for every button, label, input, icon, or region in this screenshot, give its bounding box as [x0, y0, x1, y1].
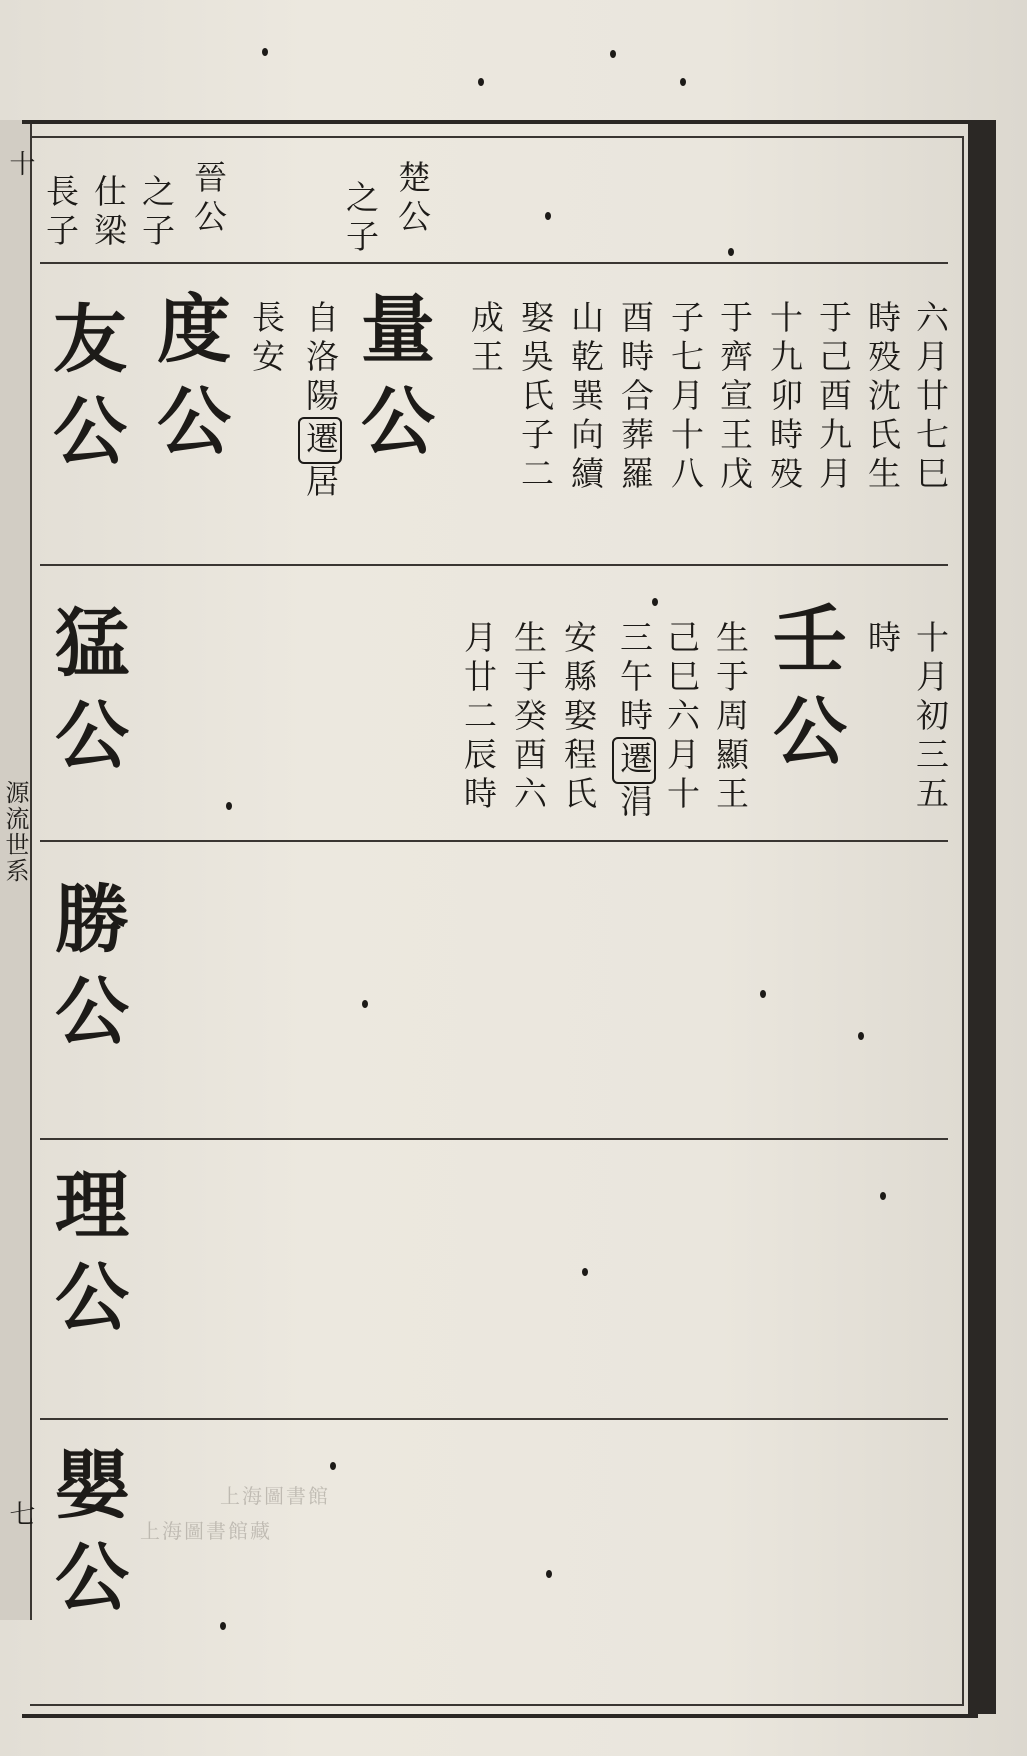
ink-speck — [680, 78, 686, 86]
ren-bio-col-2 — [612, 620, 656, 823]
chu-line-2: 之子 — [341, 180, 380, 258]
liang-note-place: 長安 — [247, 300, 286, 378]
ren-bio-col-3: 安縣娶程氏 — [559, 620, 598, 815]
ink-speck — [760, 990, 766, 998]
ren-bio-pre: 三午時 — [615, 620, 654, 737]
rule-row2 — [40, 840, 948, 842]
ren-bio-stamp: 遷 — [612, 737, 656, 784]
name-liang: 量公 — [349, 290, 435, 474]
name-you: 友公 — [41, 300, 127, 484]
row1-date-col-4: 于齊宣王戊 — [715, 300, 754, 495]
name-du: 度公 — [145, 290, 231, 474]
library-watermark-1: 上海圖書館 — [220, 1484, 330, 1508]
liang-note-stamp: 遷 — [298, 417, 342, 464]
ink-speck — [226, 802, 232, 810]
rule-row3 — [40, 1138, 948, 1140]
ink-speck — [610, 50, 616, 58]
row1-date-col-2: 于己酉九月 — [814, 300, 853, 495]
row1-date-col-3: 十九卯時殁 — [765, 300, 804, 495]
spine-top-char: 十 — [5, 150, 35, 182]
name-meng: 猛公 — [43, 604, 129, 788]
row1-date-col-7: 山乾巽向續 — [566, 300, 605, 495]
jin-line-1: 晉公 — [189, 160, 228, 238]
ink-speck — [582, 1268, 588, 1276]
row1-date-col-6: 酉時合葬羅 — [616, 300, 655, 495]
spine-lineage-chars — [0, 780, 30, 884]
ink-speck — [858, 1032, 864, 1040]
ink-speck — [728, 248, 734, 256]
liang-note-c: 居 — [301, 464, 340, 503]
name-sheng: 勝公 — [43, 880, 129, 1064]
name-li: 理公 — [43, 1166, 129, 1350]
ink-speck — [478, 78, 484, 86]
rule-row1 — [40, 564, 948, 566]
spine-char-0: 源 — [1, 780, 29, 806]
jin-line-3: 仕梁 — [89, 174, 128, 252]
row1-date-col-0: 六月廿七巳 — [911, 300, 950, 495]
liang-note-a: 自洛陽 — [301, 300, 340, 417]
ink-speck — [262, 48, 268, 56]
spine-char-3: 系 — [1, 858, 29, 884]
ren-bio-col-5: 月廿二辰時 — [459, 620, 498, 815]
ink-speck — [362, 1000, 368, 1008]
ink-speck — [880, 1192, 886, 1200]
frame-right-border — [968, 120, 996, 1714]
ink-speck — [545, 212, 551, 220]
chu-line-1: 楚公 — [393, 160, 432, 238]
spine-char-1: 流 — [1, 806, 29, 832]
jin-line-4: 長子 — [41, 174, 80, 252]
row1-date-col-8: 娶吳氏子二 — [516, 300, 555, 495]
ren-bio-post: 涓 — [615, 784, 654, 823]
rule-row4 — [40, 1418, 948, 1420]
ren-bio-col-1: 己巳六月十 — [662, 620, 701, 815]
library-watermark-2: 上海圖書館藏 — [140, 1519, 272, 1543]
row2-date-col-1: 時 — [863, 620, 902, 659]
ink-speck — [652, 598, 658, 606]
jin-line-2: 之子 — [137, 174, 176, 252]
ink-speck — [220, 1622, 226, 1630]
rule-header — [40, 262, 948, 264]
ink-speck — [546, 1570, 552, 1578]
row1-date-col-9: 成王 — [466, 300, 505, 378]
liang-note-migration — [298, 300, 342, 503]
row2-date-col-0: 十月初三五 — [911, 620, 950, 815]
ren-bio-col-0: 生于周顯王 — [711, 620, 750, 815]
ink-speck — [330, 1462, 336, 1470]
name-ren: 壬公 — [761, 600, 847, 784]
ren-bio-col-4: 生于癸酉六 — [509, 620, 548, 815]
name-ying: 嬰公 — [43, 1446, 129, 1630]
row1-date-col-1: 時殁沈氏生 — [863, 300, 902, 495]
row1-date-col-5: 子七月十八 — [666, 300, 705, 495]
page-number: 七 — [5, 1500, 35, 1532]
spine-char-2: 世 — [1, 832, 29, 858]
